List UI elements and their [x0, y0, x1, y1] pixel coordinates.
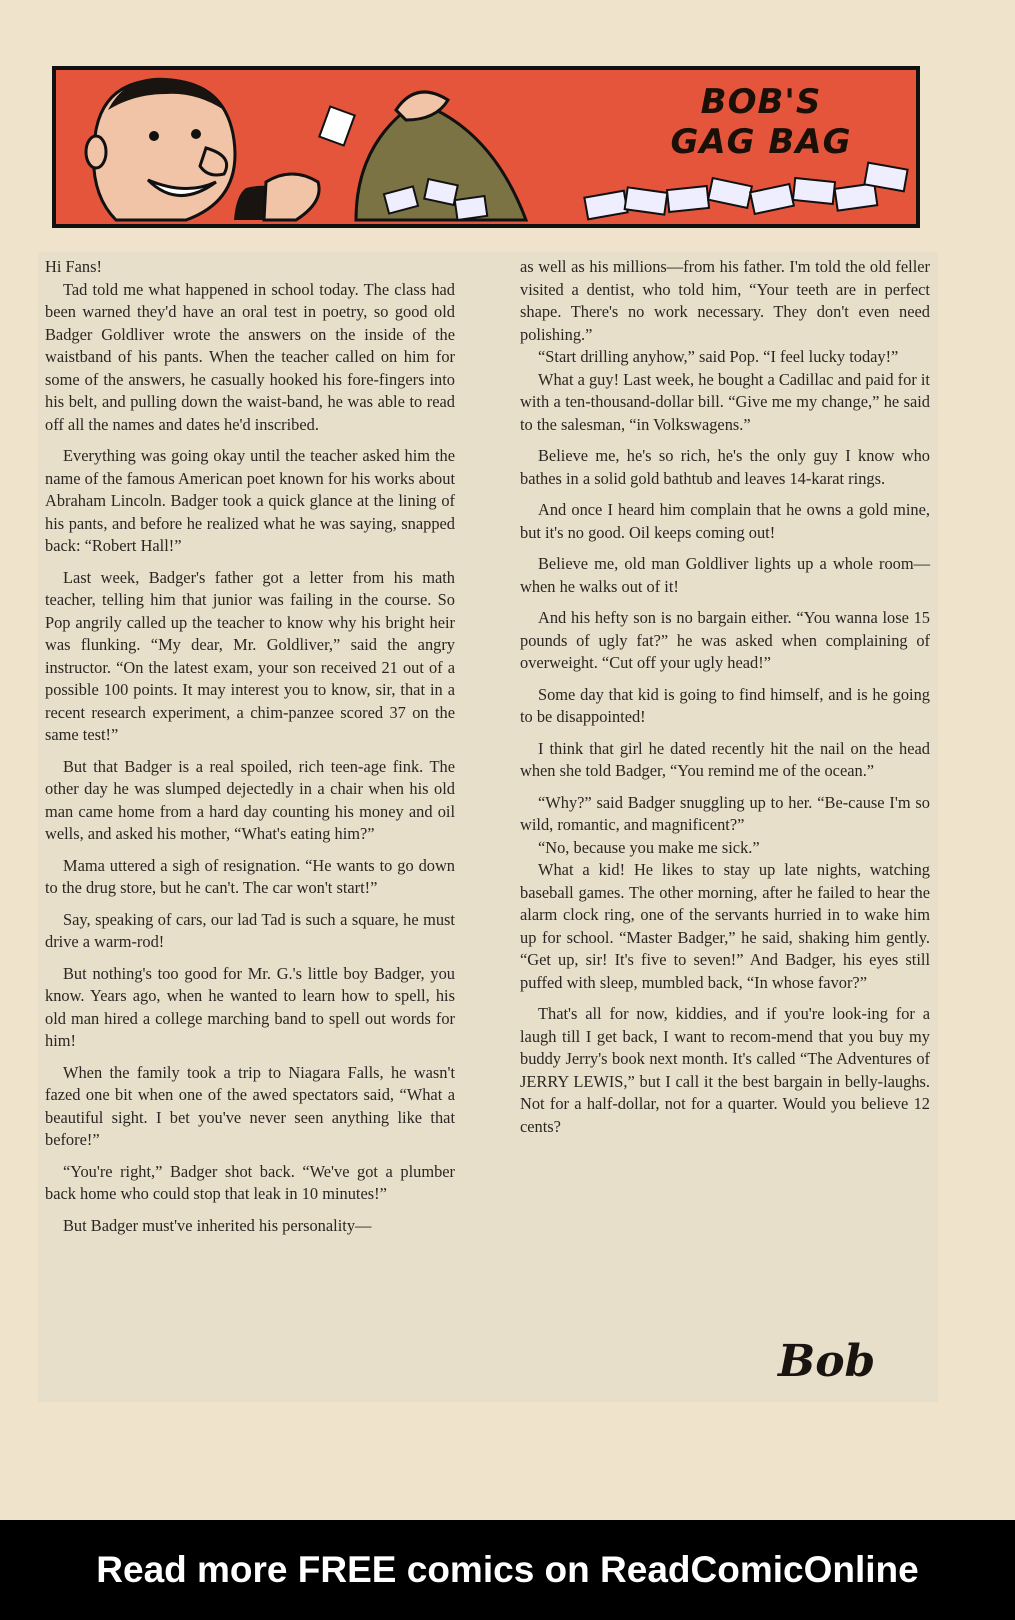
banner-title — [656, 82, 866, 162]
paragraph: Everything was going okay until the teacher asked him the name of the famous American poet known for his works about Abraham Lincoln. Badger took a quick glance at the lining of his pants, and before he realized what he was saying, snapped back: “Robert Hall!” — [45, 446, 455, 555]
footer-text[interactable]: Read more FREE comics on ReadComicOnline — [96, 1549, 919, 1590]
paragraph: When the family took a trip to Niagara Falls, he wasn't fazed one bit when one of the awed spectators said, “What a beautiful sight. I bet you've never seen anything like that before!” — [45, 1062, 455, 1149]
paragraph: Believe me, he's so rich, he's the only guy I know who bathes in a solid gold bathtub and leaves 14-karat rings. — [520, 446, 930, 488]
paragraph: But nothing's too good for Mr. G.'s little boy Badger, you know. Years ago, when he wanted to learn how to spell, his old man hired a college marching band to spell out words for him! — [45, 963, 455, 1050]
paragraph: “Why?” said Badger snuggling up to her. “Be-cause I'm so wild, romantic, and magnificent?” — [520, 792, 930, 834]
paragraph: Tad told me what happened in school today. The class had been warned they'd have an oral test in poetry, so good old Badger Goldliver wrote the answers on the inside of the waistband of his pants. When the teacher called on him for some of the answers, he casually hooked his fore-fingers into his belt, and pulling down the waist-band, he was able to read off all the names and dates he'd inscribed. — [45, 279, 455, 434]
paragraph: Last week, Badger's father got a letter from his math teacher, telling him that junior was failing in the course. So Pop angrily called up the teacher to know why his bright heir was flunking. “My dear, Mr. Goldliver,” said the angry instructor. “On the latest exam, your son received 21 out of a possible 100 points. It may interest you to know, sir, that in a recent research experiment, a chim-panzee scored 37 on the same test!” — [45, 567, 455, 744]
paragraph: What a kid! He likes to stay up late nights, watching baseball games. The other morning, after he failed to hear the alarm clock ring, one of the servants hurried in to wake him up for school. “Master Badger,” he said, shaking him gently. “Get up, sir! It's five to seven!” And Badger, his eyes still puffed with sleep, mumbled back, “In whose favor?” — [520, 860, 930, 992]
paragraph: Mama uttered a sigh of resignation. “He wants to go down to the drug store, but he can't. The car won't start!” — [45, 855, 455, 897]
paragraph: But that Badger is a real spoiled, rich teen-age fink. The other day he was slumped dejectedly in a chair when his old man came home from a hard day counting his money and oil wells, and asked his mother, “What's eating him?” — [45, 756, 455, 843]
paragraph: “Start drilling anyhow,” said Pop. “I feel lucky today!” — [538, 347, 899, 366]
paragraph: as well as his millions—from his father. I'm told the old feller visited a dentist, who told him, “Your teeth are in perfect shape. There's no work necessary. They don't even need polishing.” — [520, 257, 930, 344]
gag-bag-icon — [356, 92, 526, 220]
paragraph: That's all for now, kiddies, and if you're look-ing for a laugh till I get back, I want to recom-mend that you buy my buddy Jerry's book next month. It's called “The Adventures of JERRY LEWIS,” but I call it the best bargain in belly-laughs. Not for a half-dollar, not for a quarter. Would you believe 12 cents? — [520, 1004, 930, 1136]
banner-title-line-1: BOB'S — [700, 82, 822, 122]
footer-banner[interactable] — [0, 1520, 1015, 1620]
paragraph: I think that girl he dated recently hit the nail on the head when she told Badger, “You remind me of the ocean.” — [520, 738, 930, 780]
paragraph: Say, speaking of cars, our lad Tad is such a square, he must drive a warm-rod! — [45, 909, 455, 951]
banner-title-line-2: GAG BAG — [670, 122, 852, 162]
paragraph: “No, because you make me sick.” — [538, 837, 760, 857]
right-text-column — [520, 256, 930, 1147]
left-text-column — [45, 256, 455, 1246]
gag-notes-pile-icon — [584, 163, 907, 220]
signature: Bob — [778, 1336, 876, 1387]
paragraph: Believe me, old man Goldliver lights up a whole room—when he walks out of it! — [520, 554, 930, 596]
bob-caricature-icon — [86, 78, 355, 220]
paragraph: But Badger must've inherited his personality— — [63, 1215, 372, 1235]
greeting: Hi Fans! — [45, 257, 102, 276]
paragraph: What a guy! Last week, he bought a Cadillac and paid for it with a ten-thousand-dollar bill. “Give me my change,” he said to the salesman, “in Volkswagens.” — [520, 369, 930, 434]
paragraph: And once I heard him complain that he owns a gold mine, but it's no good. Oil keeps coming out! — [520, 500, 930, 542]
paragraph: “You're right,” Badger shot back. “We've got a plumber back home who could stop that leak in 10 minutes!” — [45, 1161, 455, 1203]
header-banner — [52, 66, 920, 228]
paragraph: And his hefty son is no bargain either. “You wanna lose 15 pounds of ugly fat?” he was asked when complaining of overweight. “Cut off your ugly head!” — [520, 608, 930, 672]
paragraph: Some day that kid is going to find himself, and is he going to be disappointed! — [520, 684, 930, 726]
